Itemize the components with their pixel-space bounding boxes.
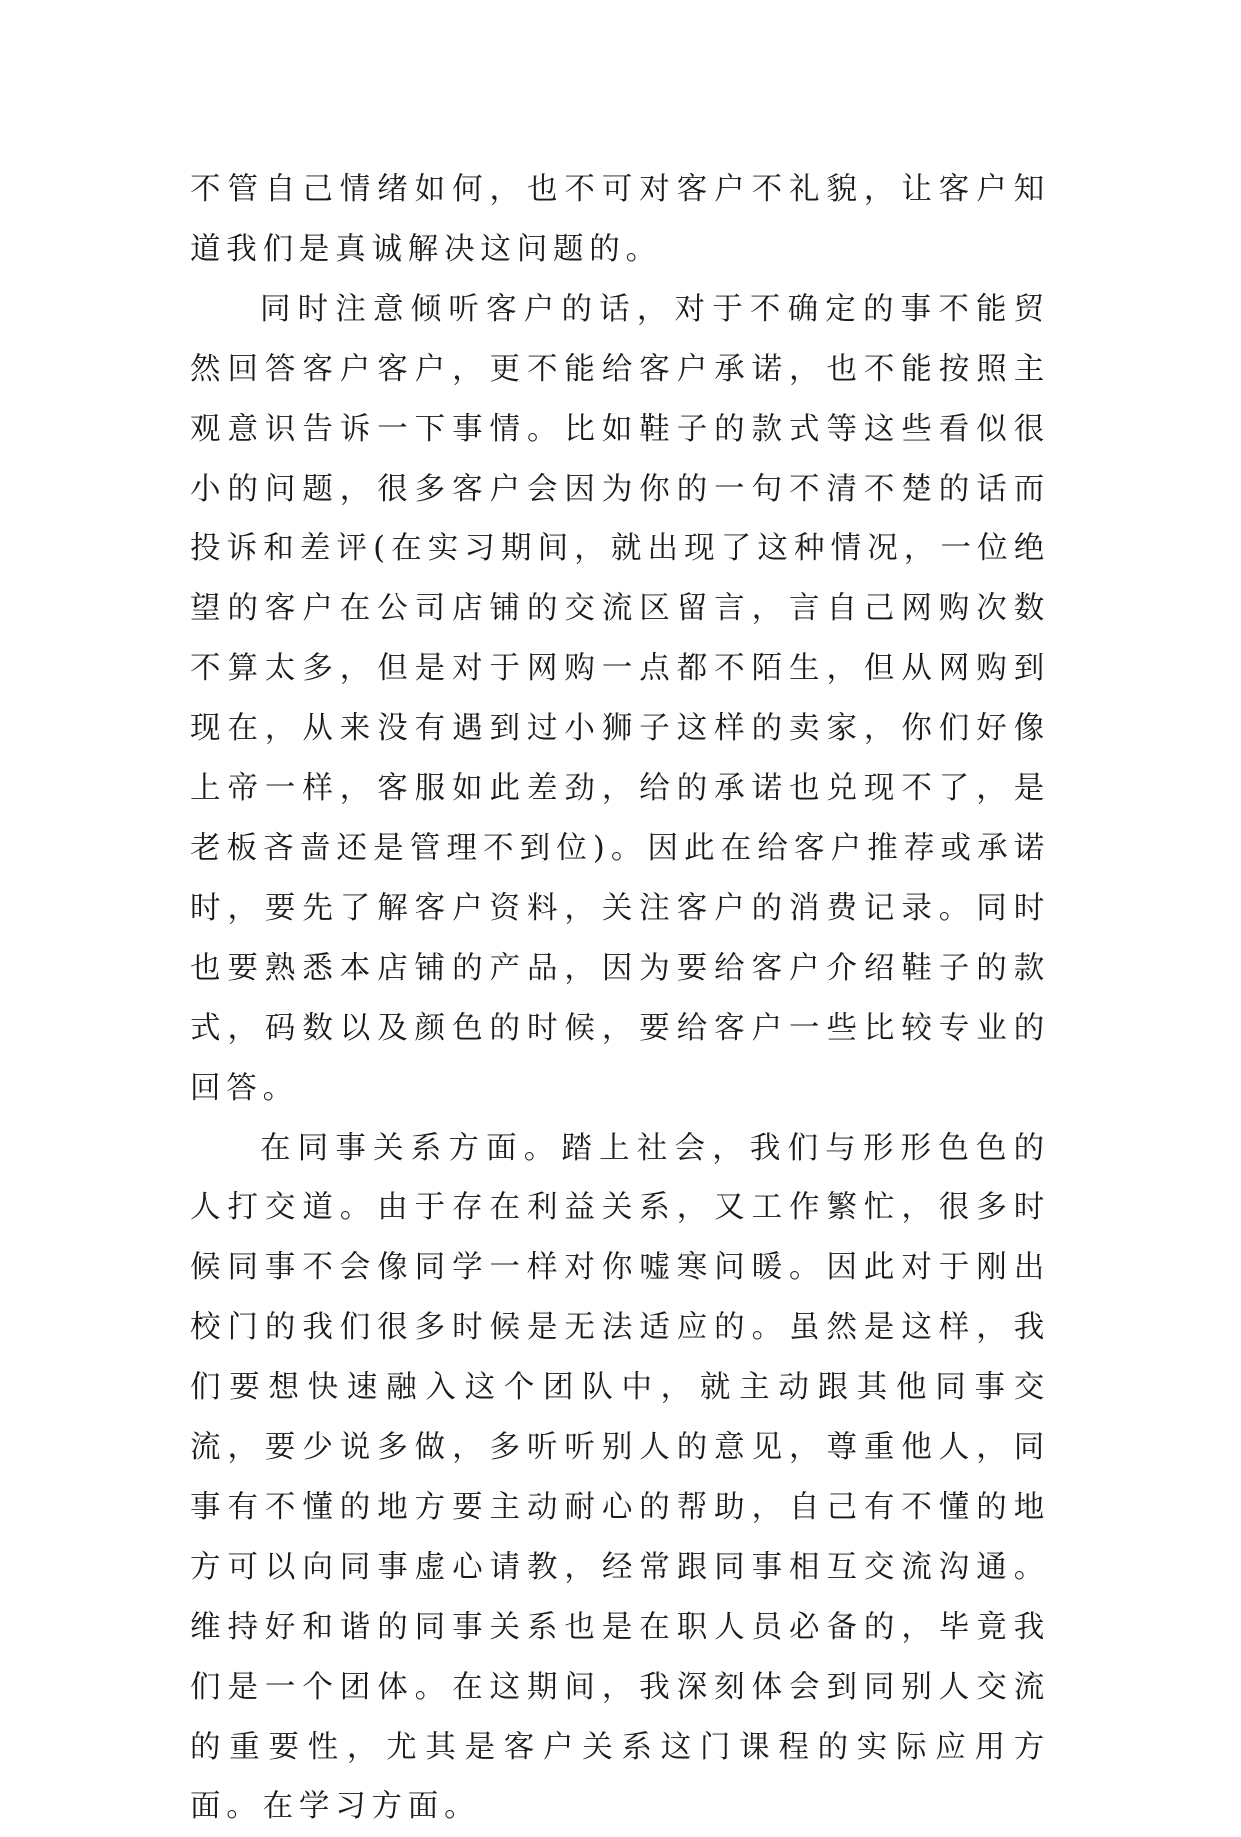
paragraph-3: 在同事关系方面。踏上社会，我们与形形色色的人打交道。由于存在利益关系，又工作繁忙，很多时候同事不会像同学一样对你嘘寒问暖。因此对于刚出校门的我们很多时候是无法适应的。虽然是这样，我们要想快速融入这个团队中，就主动跟其他同事交流，要少说多做，多听听别人的意见，尊重他人，同事有不懂的地方要主动耐心的帮助，自己有不懂的地方可以向同事虚心请教，经常跟同事相互交流沟通。维持好和谐的同事关系也是在职人员必备的，毕竟我们是一个团体。在这期间，我深刻体会到同别人交流的重要性，尤其是客户关系这门课程的实际应用方面。在学习方面。 — [190, 1119, 1050, 1837]
document-page — [190, 160, 1050, 1837]
paragraph-2: 同时注意倾听客户的话，对于不确定的事不能贸然回答客户客户，更不能给客户承诺，也不能按照主观意识告诉一下事情。比如鞋子的款式等这些看似很小的问题，很多客户会因为你的一句不清不楚的话而投诉和差评(在实习期间，就出现了这种情况，一位绝望的客户在公司店铺的交流区留言，言自己网购次数不算太多，但是对于网购一点都不陌生，但从网购到现在，从来没有遇到过小狮子这样的卖家，你们好像上帝一样，客服如此差劲，给的承诺也兑现不了，是老板吝啬还是管理不到位)。因此在给客户推荐或承诺时，要先了解客户资料，关注客户的消费记录。同时也要熟悉本店铺的产品，因为要给客户介绍鞋子的款式，码数以及颜色的时候，要给客户一些比较专业的回答。 — [190, 280, 1050, 1119]
paragraph-1: 不管自己情绪如何，也不可对客户不礼貌，让客户知道我们是真诚解决这问题的。 — [190, 160, 1050, 280]
